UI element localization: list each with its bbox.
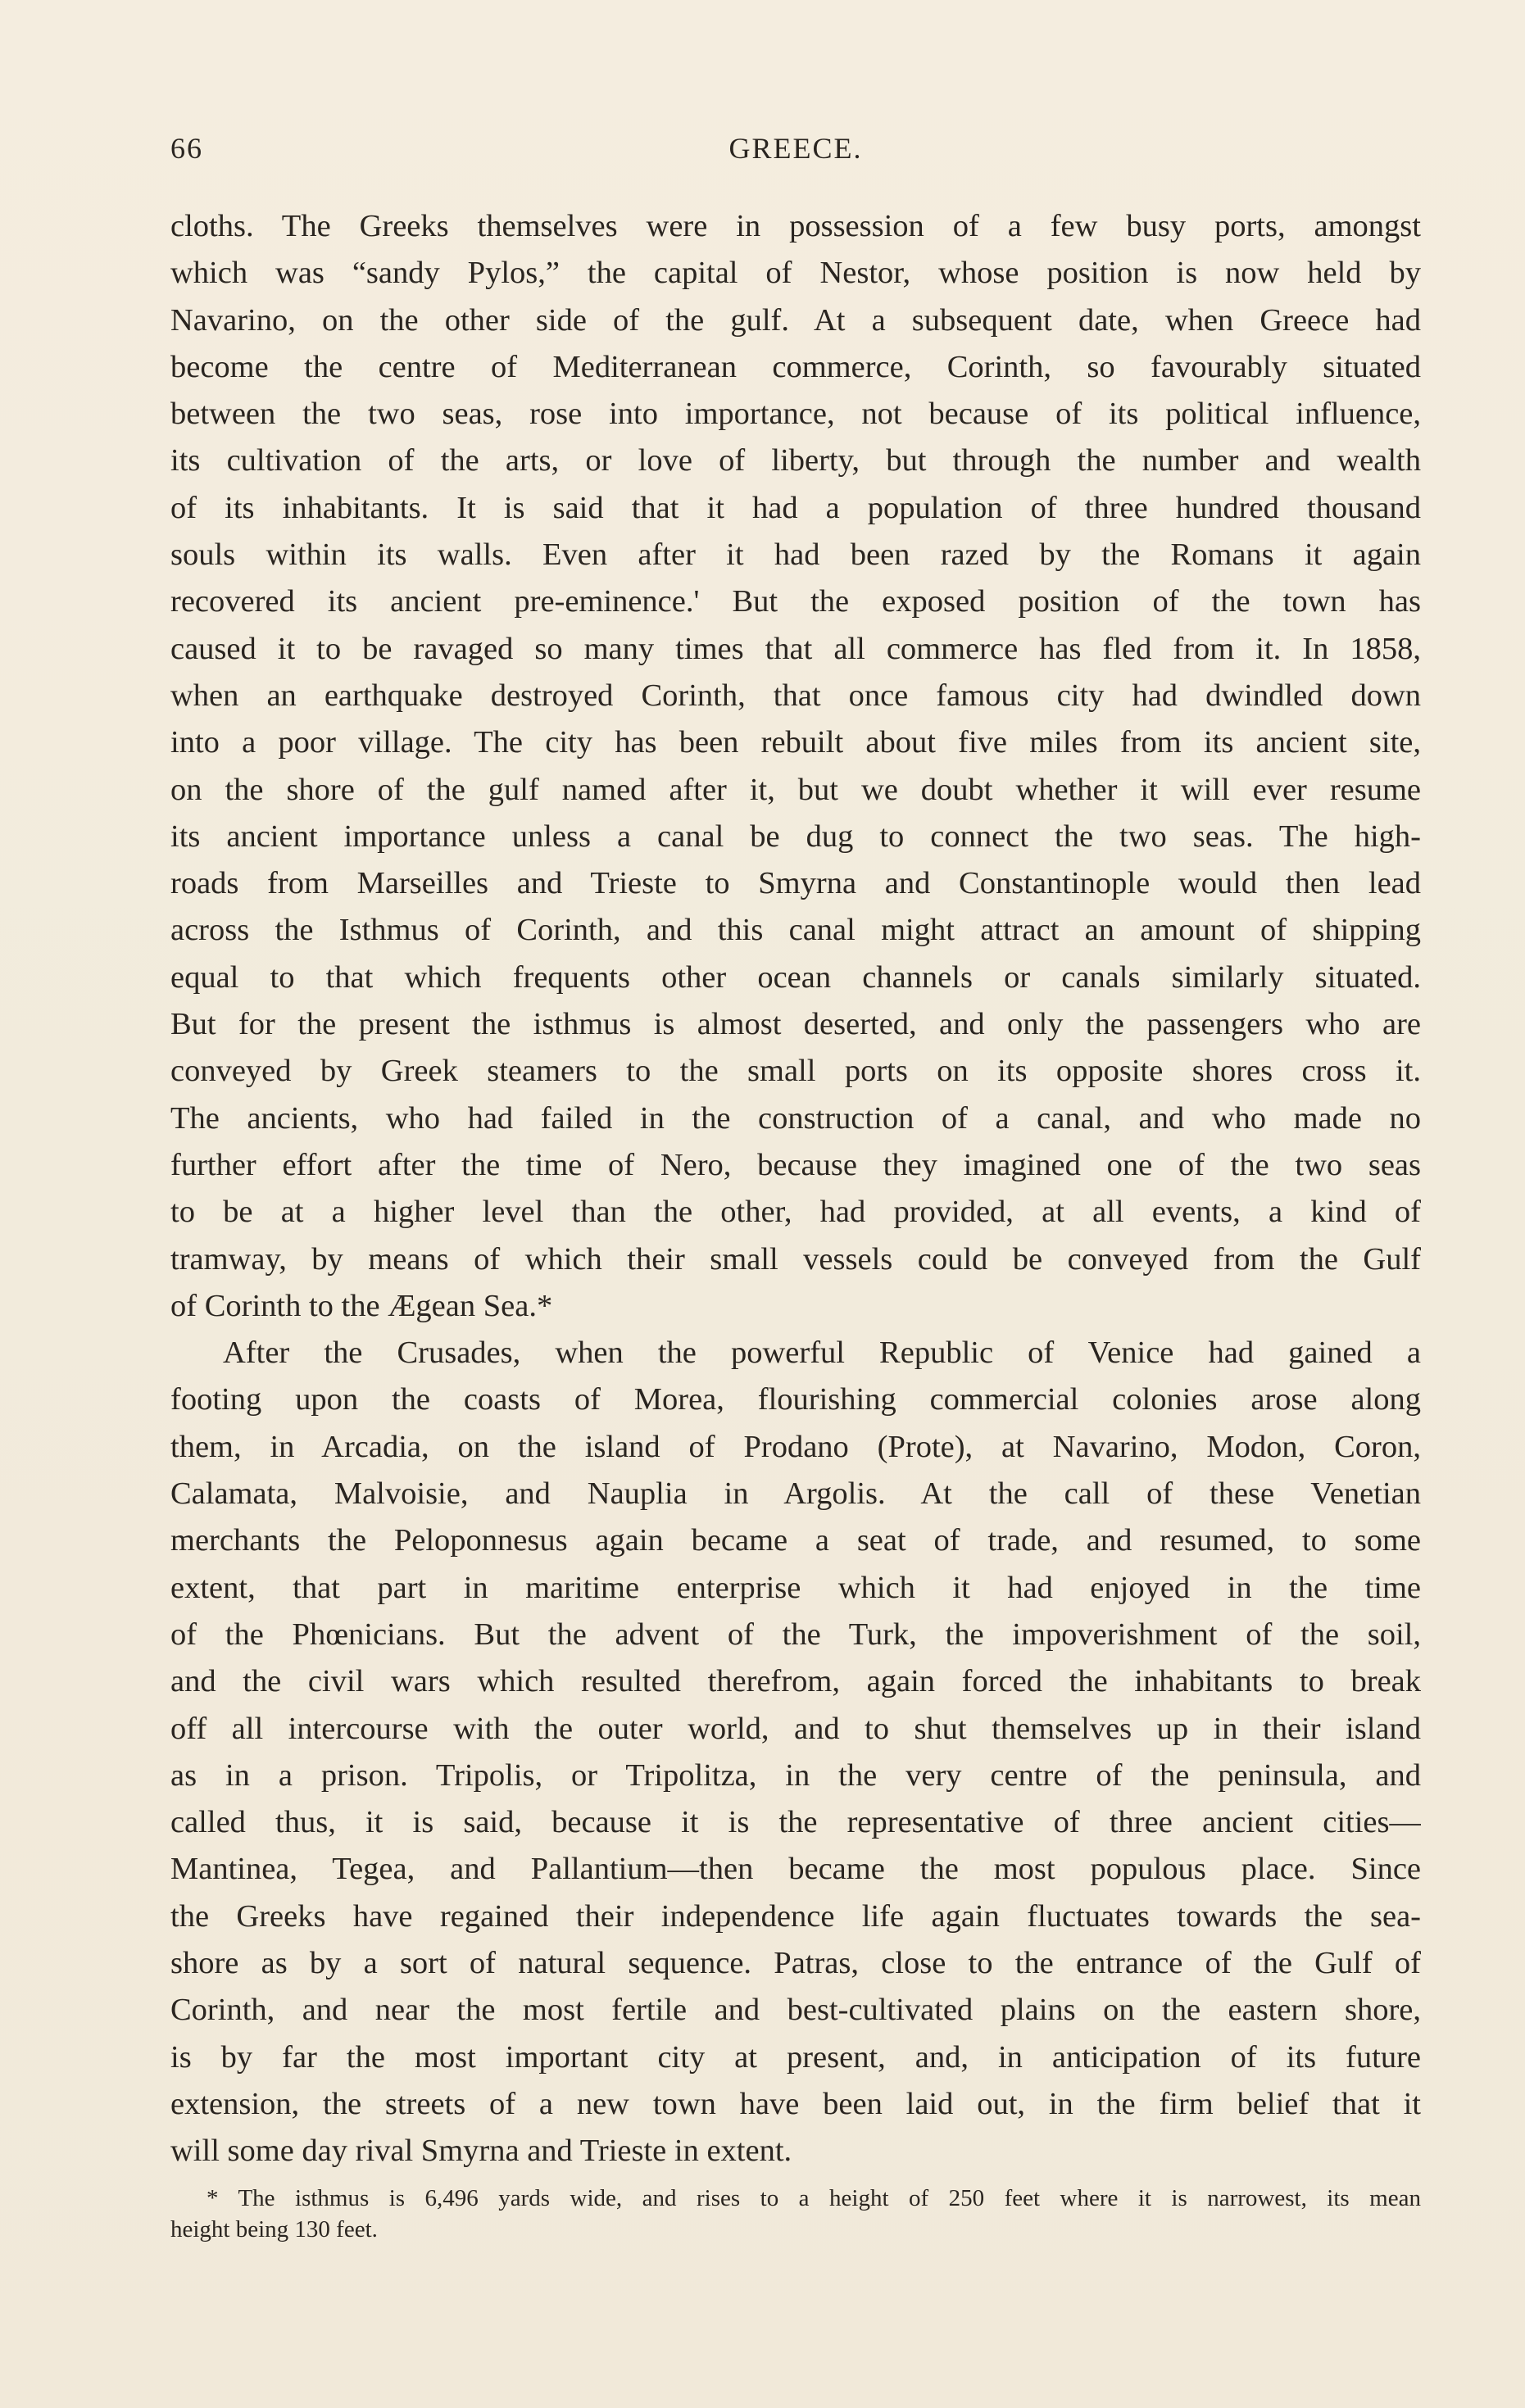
text-line: shore as by a sort of natural sequence. Patras, close to the entrance of the Gulf of — [170, 1945, 1421, 1980]
text-line: Corinth, and near the most fertile and best-cultivated plains on the eastern shore, — [170, 1993, 1421, 2028]
text-line: and the civil wars which resulted therefrom, again forced the inhabitants to break — [170, 1664, 1421, 1699]
text-line: souls within its walls. Even after it had been razed by the Romans it again — [170, 537, 1421, 573]
text-line: as in a prison. Tripolis, or Tripolitza, in the very centre of the peninsula, and — [170, 1757, 1421, 1793]
page-number: 66 — [170, 132, 203, 165]
text-line: which was “sandy Pylos,” the capital of Nestor, whose position is now held by — [170, 256, 1421, 291]
text-line: the Greeks have regained their independence life again fluctuates towards the sea- — [170, 1898, 1421, 1934]
text-line: recovered its ancient pre-eminence.' But the exposed position of the town has — [170, 584, 1421, 619]
text-line: called thus, it is said, because it is the representative of three ancient cities— — [170, 1805, 1421, 1840]
text-line: merchants the Peloponnesus again became a seat of trade, and resumed, to some — [170, 1523, 1421, 1558]
paragraph-end-line: of Corinth to the Ægean Sea.* — [170, 1288, 553, 1323]
page-header — [170, 131, 1421, 172]
text-line: extension, the streets of a new town have been laid out, in the firm belief that it — [170, 2086, 1421, 2121]
footnote-line: * The isthmus is 6,496 yards wide, and rises to a height of 250 feet where it is narrowest, its mean — [207, 2185, 1421, 2211]
running-head: GREECE. — [728, 132, 863, 165]
text-line: them, in Arcadia, on the island of Prodano (Prote), at Navarino, Modon, Coron, — [170, 1429, 1421, 1464]
text-line: cloths. The Greeks themselves were in possession of a few busy ports, amongst — [170, 209, 1421, 243]
text-line: on the shore of the gulf named after it, but we doubt whether it will ever resume — [170, 772, 1421, 807]
text-line: The ancients, who had failed in the construction of a canal, and who made no — [170, 1100, 1421, 1136]
text-line: to be at a higher level than the other, had provided, at all events, a kind of — [170, 1195, 1421, 1230]
text-line: caused it to be ravaged so many times that all commerce has fled from it. In 1858, — [170, 631, 1421, 666]
paragraph-end-line: will some day rival Smyrna and Trieste in extent. — [170, 2134, 792, 2169]
text-line: equal to that which frequents other ocean channels or canals similarly situated. — [170, 959, 1421, 995]
text-line: between the two seas, rose into importance, not because of its political influence, — [170, 397, 1421, 432]
text-line: across the Isthmus of Corinth, and this canal might attract an amount of shipping — [170, 913, 1421, 948]
text-line: conveyed by Greek steamers to the small ports on its opposite shores cross it. — [170, 1054, 1421, 1089]
text-line: its cultivation of the arts, or love of liberty, but through the number and wealth — [170, 443, 1421, 478]
body-text — [170, 203, 1421, 2174]
footnote — [170, 2183, 1421, 2245]
text-line: its ancient importance unless a canal be dug to connect the two seas. The high- — [170, 819, 1421, 854]
paragraph-start-line: After the Crusades, when the powerful Republic of Venice had gained a — [223, 1336, 1421, 1371]
text-line: of its inhabitants. It is said that it had a population of three hundred thousand — [170, 490, 1421, 525]
text-line: of the Phœnicians. But the advent of the Turk, the impoverishment of the soil, — [170, 1617, 1421, 1652]
text-line: into a poor village. The city has been rebuilt about five miles from its ancient site, — [170, 725, 1421, 760]
text-line: Mantinea, Tegea, and Pallantium—then became the most populous place. Since — [170, 1852, 1421, 1887]
footnote-line: height being 130 feet. — [170, 2216, 378, 2242]
text-line: Navarino, on the other side of the gulf. At a subsequent date, when Greece had — [170, 302, 1421, 338]
text-line: when an earthquake destroyed Corinth, that once famous city had dwindled down — [170, 678, 1421, 713]
text-line: further effort after the time of Nero, because they imagined one of the two seas — [170, 1147, 1421, 1182]
text-line: extent, that part in maritime enterprise which it had enjoyed in the time — [170, 1570, 1421, 1605]
text-line: footing upon the coasts of Morea, flourishing commercial colonies arose along — [170, 1382, 1421, 1417]
text-line: become the centre of Mediterranean commerce, Corinth, so favourably situated — [170, 349, 1421, 384]
text-line: tramway, by means of which their small vessels could be conveyed from the Gulf — [170, 1241, 1421, 1277]
text-line: off all intercourse with the outer world, and to shut themselves up in their island — [170, 1711, 1421, 1746]
text-line: is by far the most important city at present, and, in anticipation of its future — [170, 2039, 1421, 2075]
text-line: Calamata, Malvoisie, and Nauplia in Argolis. At the call of these Venetian — [170, 1476, 1421, 1512]
text-line: roads from Marseilles and Trieste to Smyrna and Constantinople would then lead — [170, 866, 1421, 901]
text-line: But for the present the isthmus is almost deserted, and only the passengers who are — [170, 1007, 1421, 1042]
